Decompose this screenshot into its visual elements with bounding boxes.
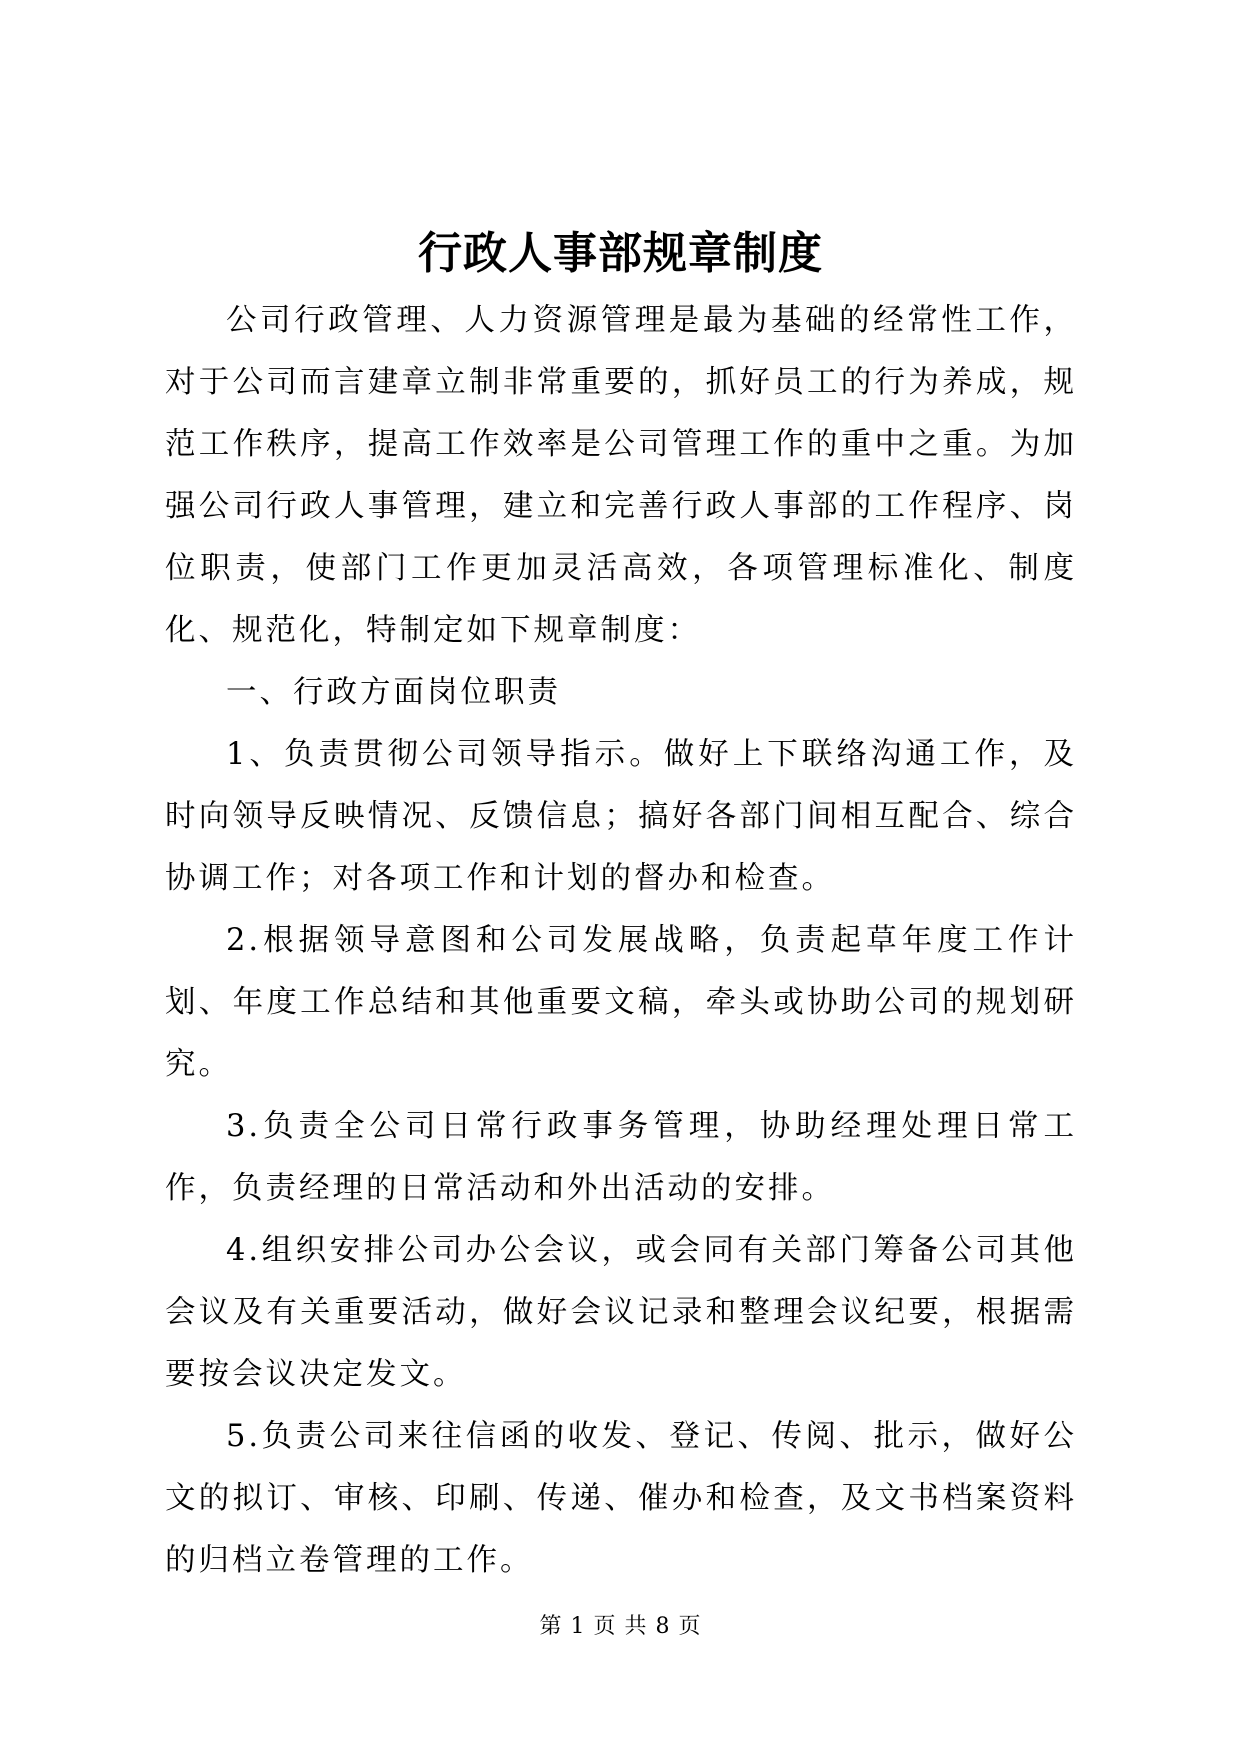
duty-item-5: 5.负责公司来往信函的收发、登记、传阅、批示，做好公文的拟订、审核、印刷、传递、催办和检查，及文书档案资料的归档立卷管理的工作。 (165, 1419, 1077, 1578)
intro-paragraph: 公司行政管理、人力资源管理是最为基础的经常性工作，对于公司而言建章立制非常重要的，抓好员工的行为养成，规范工作秩序，提高工作效率是公司管理工作的重中之重。为加强公司行政人事管理，建立和完善行政人事部的工作程序、岗位职责，使部门工作更加灵活高效，各项管理标准化、制度化、规范化，特制定如下规章制度： (165, 303, 1077, 648)
duty-item-3: 3.负责全公司日常行政事务管理，协助经理处理日常工作，负责经理的日常活动和外出活动的安排。 (165, 1109, 1077, 1206)
duty-item-2: 2.根据领导意图和公司发展战略，负责起草年度工作计划、年度工作总结和其他重要文稿，牵头或协助公司的规划研究。 (165, 923, 1077, 1082)
page-footer: 第 1 页 共 8 页 (539, 1614, 702, 1639)
section-heading: 一、行政方面岗位职责 (226, 675, 561, 710)
document-title: 行政人事部规章制度 (418, 228, 823, 279)
document-body (165, 290, 1077, 1592)
duty-item-4: 4.组织安排公司办公会议，或会同有关部门筹备公司其他会议及有关重要活动，做好会议记录和整理会议纪要，根据需要按会议决定发文。 (165, 1233, 1077, 1392)
duty-item-1: 1、负责贯彻公司领导指示。做好上下联络沟通工作，及时向领导反映情况、反馈信息；搞好各部门间相互配合、综合协调工作；对各项工作和计划的督办和检查。 (165, 737, 1077, 896)
